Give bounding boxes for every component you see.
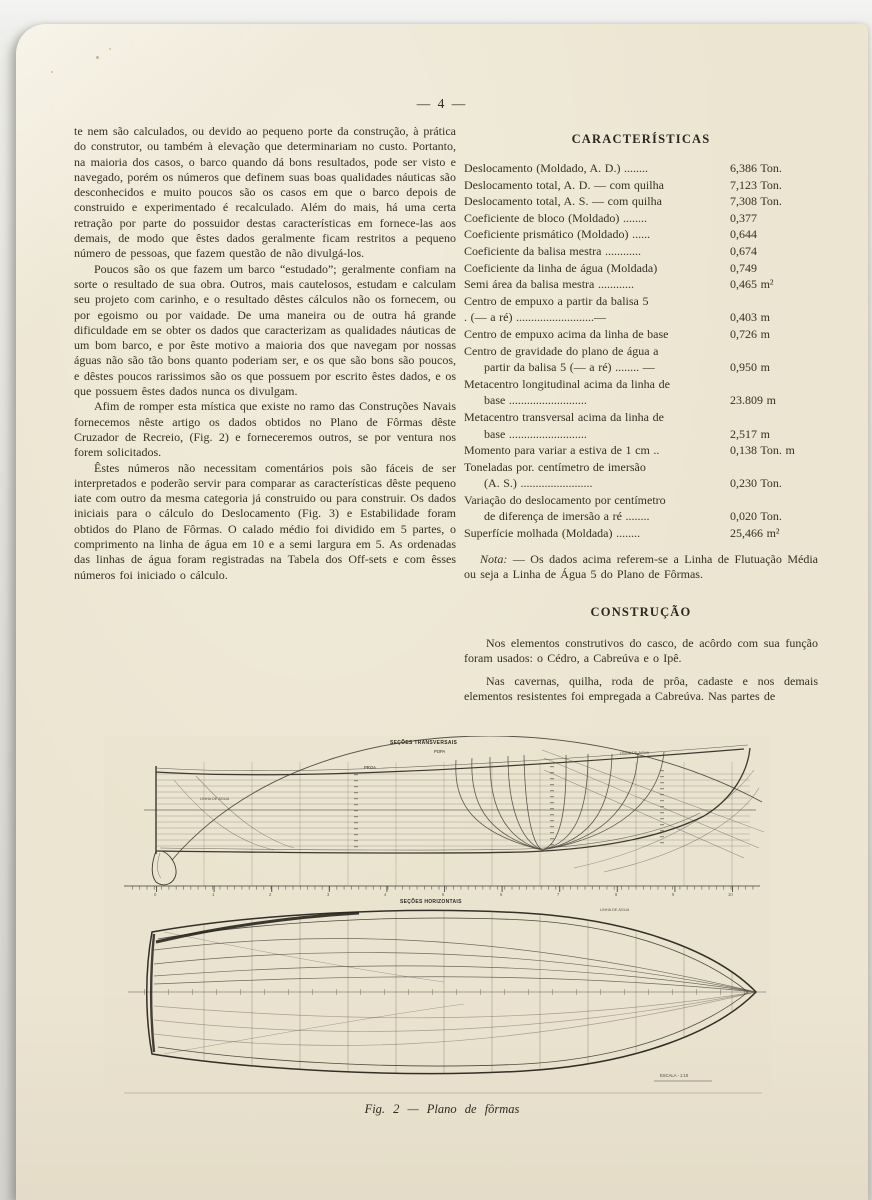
scanned-page	[16, 24, 868, 1200]
spec-label: (A. S.) ........................	[484, 476, 593, 491]
spec-label: Centro de empuxo acima da linha de base	[464, 326, 669, 341]
spec-label: Coeficiente da linha de água (Moldada)	[464, 260, 658, 275]
lines-plan-figure	[104, 736, 771, 1098]
spec-value: 7,308 Ton.	[730, 194, 782, 209]
spec-value	[726, 293, 818, 310]
spec-value: 0,726 m	[730, 326, 770, 341]
spec-value: 6,386 Ton.	[730, 161, 782, 175]
nota-label: Nota:	[480, 551, 508, 566]
spec-row	[464, 426, 818, 443]
spec-value: 25,466 m²	[730, 526, 780, 541]
spec-row	[464, 193, 818, 210]
svg-text:9: 9	[672, 892, 675, 897]
spec-label: Momento para variar a estiva de 1 cm ..	[464, 443, 660, 458]
spec-label: Semi área da balisa mestra ............	[464, 277, 634, 292]
spec-label: base ..........................	[484, 426, 587, 441]
svg-text:3: 3	[327, 892, 330, 897]
popa-label: POPA	[434, 749, 446, 754]
spec-label: Deslocamento total, A. D. — com quilha	[464, 177, 664, 192]
spec-row	[464, 309, 818, 326]
spec-label: Coeficiente de bloco (Moldado) ........	[464, 210, 648, 225]
spec-label: Metacentro transversal acima da linha de	[464, 409, 664, 424]
spec-value	[726, 343, 818, 360]
spec-value: 0,749	[730, 260, 757, 275]
spec-value: 0,377	[730, 210, 757, 225]
spec-label: Centro de empuxo a partir da balisa 5	[464, 293, 649, 308]
body-paragraph: Êstes números não necessitam comentários pois são fáceis de ser interpretados e poderão servir para comparar as características dêste pequeno iate com outro da mesma categoria já construido ou para construir. Os dados iniciais para o cálculo do Deslocamento (Fig. 3) e Estabilidade foram obtidos do Plano de Fôrmas. O calado médio foi dividido em 5 partes, o comprimento na linha de água em 10 e a semi largura em 5. As ordenadas das linhas de água foram registradas na Tabela dos Off-sets e com êsses números foi iniciado o cálculo.	[74, 460, 456, 582]
spec-row	[464, 210, 818, 227]
spec-row	[464, 260, 818, 277]
body-paragraph: Nos elementos construtivos do casco, de acôrdo com sua função foram usados: o Cédro, a Cabreúva e o Ipê.	[464, 635, 818, 666]
spec-value: 23.809 m	[730, 393, 776, 408]
page-number: — 4 —	[416, 96, 468, 111]
spec-row	[464, 525, 818, 542]
svg-text:10: 10	[728, 892, 733, 897]
nota-text: — Os dados acima referem-se a Linha de Flutuação Média ou seja a Linha de Água 5 do Plano de Fôrmas.	[464, 551, 818, 582]
spec-row	[464, 276, 818, 293]
spec-label: Centro de gravidade do plano de água a	[464, 343, 659, 358]
svg-text:4: 4	[384, 892, 387, 897]
top-plan-label: SEÇÕES TRANSVERSAIS	[390, 740, 458, 746]
spec-row	[464, 226, 818, 243]
spec-row	[464, 293, 818, 310]
spec-row	[464, 409, 818, 426]
paper-speck	[96, 56, 99, 59]
svg-text:1: 1	[212, 892, 215, 897]
spec-label: Toneladas por. centímetro de imersão	[464, 459, 646, 474]
spec-value: 7,123 Ton.	[730, 177, 782, 192]
body-paragraph: Nas cavernas, quilha, roda de prôa, cadaste e nos demais elementos resistentes foi empregada a Cabreúva. Nas partes de	[464, 673, 818, 704]
spec-label: de diferença de imersão a ré ........	[484, 509, 650, 524]
spec-label: Variação do deslocamento por centímetro	[464, 492, 666, 507]
spec-row	[464, 459, 818, 476]
construcao-heading: CONSTRUÇÃO	[590, 604, 692, 619]
spec-label: . (— a ré) ..........................—	[464, 310, 607, 325]
spec-label: Deslocamento total, A. S. — com quilha	[464, 194, 662, 209]
right-column	[464, 124, 818, 704]
spec-value: 0,644	[730, 227, 757, 242]
nota-paragraph	[464, 552, 818, 583]
lines-plan-svg	[104, 736, 771, 1098]
spec-label: base ..........................	[484, 393, 587, 408]
spec-row	[464, 359, 818, 376]
waterline-label: LINHA DE ÁGUA	[200, 797, 230, 801]
spec-value	[726, 459, 818, 476]
svg-text:8: 8	[615, 892, 618, 897]
svg-text:5: 5	[442, 892, 445, 897]
spec-row	[464, 392, 818, 409]
spec-value: 0,403 m	[730, 310, 770, 325]
svg-text:2: 2	[269, 892, 272, 897]
spec-value: 0,674	[730, 243, 757, 258]
paper-speck	[51, 71, 53, 73]
spec-row	[464, 343, 818, 360]
spec-row	[464, 475, 818, 492]
body-paragraph: te nem são calculados, ou devido ao pequeno porte da construção, à prática do construtor, ou também à elevação que determinariam no custo. Portanto, na maioria dos casos, o barco quando dá bons resultados, pode ser visto e navegado, porém os números que definem suas boas qualidades náuticas são desconhecidos e muito poucos são os casos em que o barco depois de construido e experimentado é recalculado. Além do mais, há uma certa retração por parte do possuidor destas características em fornece-las aos demais, de modo que êstes dados geralmente ficam restritos a pequeno número de pessoas, que fazem questão de não divulgá-los.	[74, 124, 456, 261]
characteristics-list	[464, 160, 818, 542]
waterline-label: LINHA DE ÁGUA	[620, 751, 650, 755]
construcao-section	[464, 636, 818, 705]
spec-row	[464, 492, 818, 509]
spec-row	[464, 508, 818, 525]
spec-row	[464, 177, 818, 194]
spec-label: Coeficiente prismático (Moldado) ......	[464, 227, 651, 242]
svg-text:6: 6	[500, 892, 503, 897]
spec-value: 0,230 Ton.	[730, 476, 782, 491]
spec-row	[464, 243, 818, 260]
spec-value	[726, 492, 818, 509]
spec-value: 0,465 m²	[730, 277, 774, 292]
spec-label: partir da balisa 5 (— a ré) ........ —	[484, 360, 655, 375]
proa-label: PROA	[364, 765, 376, 770]
characteristics-heading: CARACTERÍSTICAS	[571, 132, 711, 146]
spec-value: 0,020 Ton.	[730, 509, 782, 524]
waterline-label: LINHA DE ÁGUA	[600, 908, 630, 912]
spec-value: 2,517 m	[730, 426, 770, 441]
left-column	[74, 124, 456, 704]
escala-label: ESCALA - 1:10	[660, 1073, 689, 1078]
spec-row	[464, 442, 818, 459]
spec-label: Metacentro longitudinal acima da linha de	[464, 376, 670, 391]
body-paragraph: Afim de romper esta mística que existe no ramo das Construções Navais fornecemos nêste artigo os dados obtidos no Plano de Fôrmas dêste Cruzador de Recreio, (Fig. 2) e forneceremos outros, se por ventura nos forem solicitados.	[74, 399, 456, 460]
figure-caption: Fig. 2 — Plano de fôrmas	[364, 1102, 520, 1116]
spec-label: Deslocamento (Moldado, A. D.) ........	[464, 161, 649, 175]
two-column-body	[74, 124, 818, 704]
spec-value	[726, 409, 818, 426]
spec-row	[464, 326, 818, 343]
spec-value: 0,138 Ton. m	[730, 443, 795, 458]
svg-text:0: 0	[154, 892, 157, 897]
bottom-plan-label: SEÇÕES HORIZONTAIS	[400, 899, 462, 905]
spec-value	[726, 376, 818, 393]
spec-row	[464, 376, 818, 393]
spec-row	[464, 160, 818, 177]
spec-label: Superfície molhada (Moldada) ........	[464, 526, 641, 541]
spec-value: 0,950 m	[730, 360, 770, 375]
paper-speck	[109, 48, 111, 50]
body-paragraph: Poucos são os que fazem um barco “estudado”; geralmente confiam na sorte o resultado de sua obra. Outros, mais cautelosos, estudam e calculam seu projeto com carinho, e o resultado dêstes cálculos não os fornecem, ou por egoismo ou por vaidade. De uma maneira ou de outra há grande dificuldade em se obter os dados que caracterizam as qualidades náuticas de um bom barco, e por êste motivo a maioria dos que navegam por nossas águas não são tão bons quanto poderiam ser, e os que são bons são poucos, e dêstes poucos rarissimos são os que possuem por escrito êstes dados, e os que possuem êstes dados nunca os divulgam.	[74, 261, 456, 399]
svg-text:7: 7	[557, 892, 560, 897]
spec-label: Coeficiente da balisa mestra ............	[464, 243, 642, 258]
